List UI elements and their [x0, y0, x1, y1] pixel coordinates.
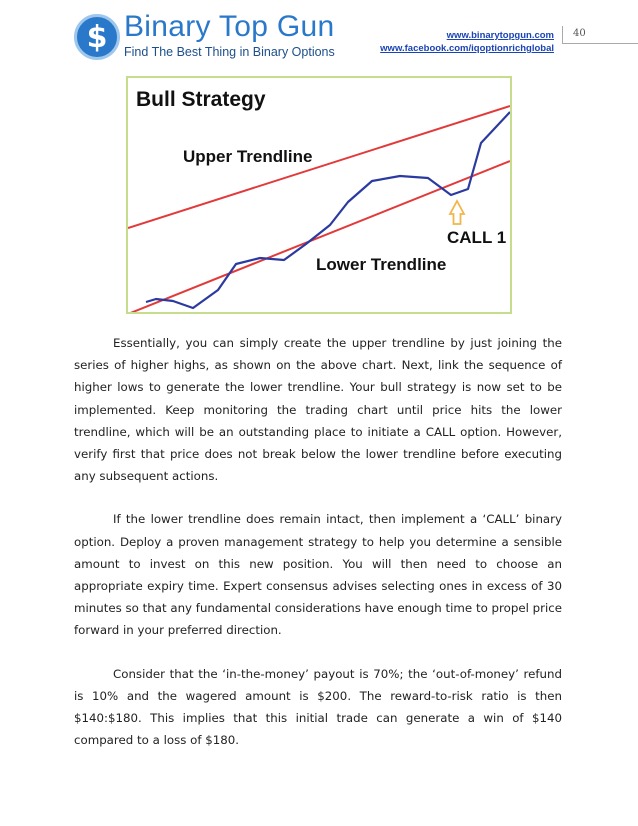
logo-title: Binary Top Gun: [124, 10, 335, 43]
dollar-logo-icon: $: [74, 14, 120, 60]
page-number: 40: [573, 28, 586, 39]
page-number-box: [562, 26, 638, 44]
upper-trendline-label: Upper Trendline: [183, 147, 313, 166]
paragraph-1: Essentially, you can simply create the upper trendline by just joining the series of higher highs, as shown on the above chart. Next, link the sequence of higher lows to generate the lower trendline. Your bull strategy is now set to be implemented. Keep monitoring the trading chart until price hits the lower trendline, which will be an outstanding place to initiate a CALL option. However, verify first that price does not break below the lower trendline before executing any subsequent actions.: [74, 336, 562, 484]
website-link[interactable]: www.binarytopgun.com: [446, 30, 554, 41]
chart-svg: [128, 78, 510, 312]
call-arrow-icon: [450, 201, 464, 224]
call-signal-label: CALL 1: [447, 228, 507, 247]
paragraph-3: Consider that the ‘in-the-money’ payout is 70%; the ‘out-of-money’ refund is 10% and the wagered amount is $200. The reward-to-risk ratio is then $140:$180. This implies that this initial trade can generate a win of $140 compared to a loss of $180.: [74, 666, 562, 748]
logo: [74, 10, 335, 66]
lower-trendline-label: Lower Trendline: [316, 255, 447, 274]
paragraph-2: If the lower trendline does remain intact, then implement a ‘CALL’ binary option. Deploy a proven management strategy to help you determine a sensible amount to invest on this new position. You will then need to choose an appropriate expiry time. Expert consensus advises selecting ones in excess of 30 minutes so that any fundamental considerations have enough time to propel price forward in your preferred direction.: [74, 512, 562, 638]
logo-tagline: Find The Best Thing in Binary Options: [124, 45, 335, 59]
chart-title: Bull Strategy: [136, 88, 266, 111]
body-text: [74, 332, 562, 772]
header-links: [380, 29, 554, 55]
facebook-link[interactable]: www.facebook.com/iqoptionrichglobal: [380, 43, 554, 54]
bull-strategy-chart: [126, 76, 512, 314]
